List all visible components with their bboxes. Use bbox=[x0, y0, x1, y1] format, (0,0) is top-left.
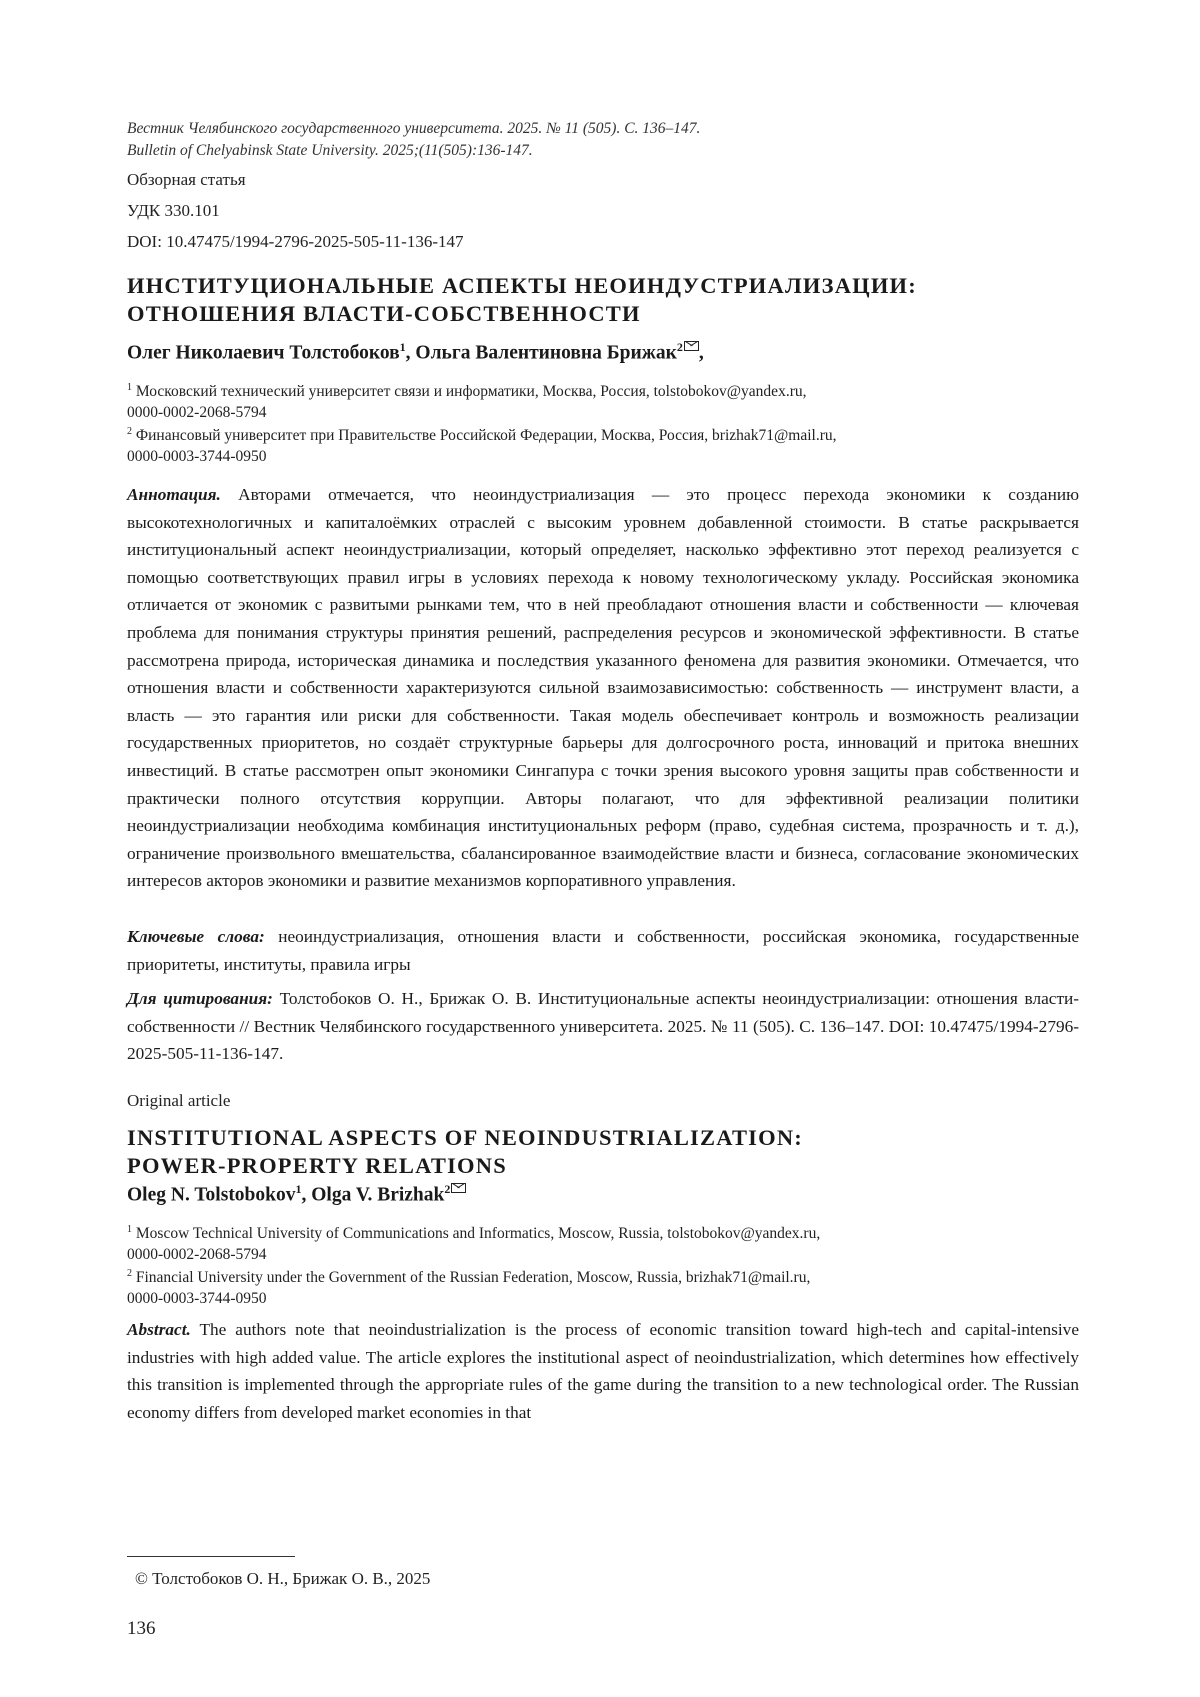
authors-ru bbox=[127, 340, 704, 365]
affiliation-1-ru bbox=[127, 377, 806, 423]
citation-ru-label: Для цитирования: bbox=[127, 989, 273, 1008]
affiliation-1-en bbox=[127, 1219, 820, 1265]
author-1-sup: 1 bbox=[399, 340, 406, 354]
affiliation-2-sup-en: 2 bbox=[127, 1268, 132, 1279]
author-1-name: Олег Николаевич Толстобоков bbox=[127, 342, 400, 364]
affiliation-1-orcid[interactable]: 0000-0002-2068-5794 bbox=[127, 404, 267, 422]
title-ru-line1: ИНСТИТУЦИОНАЛЬНЫЕ АСПЕКТЫ НЕОИНДУСТРИАЛИЗАЦИИ: bbox=[127, 273, 917, 298]
authors-trail: , bbox=[698, 342, 704, 364]
journal-citation-en: Bulletin of Chelyabinsk State University. 2025;(11(505):136-147. bbox=[127, 142, 533, 159]
citation-ru-text: Толстобоков О. Н., Брижак О. В. Институциональные аспекты неоиндустриализации: отношения власти-собственности // Вестник Челябинского государственного университета. 2025. № 11 (505). С. 136–147. DOI: 10.47475/1994-2796-2025-505-11-136-147. bbox=[127, 989, 1080, 1064]
author-separator-en: , bbox=[301, 1184, 312, 1206]
journal-header bbox=[127, 118, 700, 162]
envelope-icon-en[interactable] bbox=[451, 1183, 466, 1193]
affiliation-2-text: Финансовый университет при Правительстве Российской Федерации, Москва, Россия, brizhak71@mail.ru, bbox=[132, 427, 837, 445]
author-2-sup: 2 bbox=[676, 340, 683, 354]
keywords-ru-label: Ключевые слова: bbox=[127, 927, 265, 946]
copyright-note: © Толстобоков О. Н., Брижак О. В., 2025 bbox=[135, 1569, 431, 1588]
keywords-ru-text: неоиндустриализация, отношения власти и собственности, российская экономика, государственные приоритеты, институты, правила игры bbox=[127, 927, 1079, 974]
udc-code: УДК 330.101 bbox=[127, 201, 220, 220]
abstract-en-label: Abstract. bbox=[127, 1320, 191, 1339]
affiliation-1-text-en: Moscow Technical University of Communications and Informatics, Moscow, Russia, tolstobokov@yandex.ru, bbox=[132, 1225, 821, 1243]
abstract-en bbox=[127, 1316, 1079, 1426]
title-ru bbox=[127, 272, 917, 328]
author-2-name: Ольга Валентиновна Брижак bbox=[415, 342, 677, 364]
affiliation-2-ru bbox=[127, 421, 837, 467]
affiliation-1-text: Московский технический университет связи и информатики, Москва, Россия, tolstobokov@yandex.ru, bbox=[132, 383, 807, 401]
title-en-line1: INSTITUTIONAL ASPECTS OF NEOINDUSTRIALIZATION: bbox=[127, 1125, 803, 1150]
abstract-ru bbox=[127, 481, 1079, 895]
author-1-sup-en: 1 bbox=[295, 1182, 302, 1196]
author-separator: , bbox=[405, 342, 416, 364]
journal-citation-ru: Вестник Челябинского государственного университета. 2025. № 11 (505). С. 136–147. bbox=[127, 120, 701, 137]
affiliation-1-sup: 1 bbox=[127, 382, 132, 393]
abstract-ru-label: Аннотация. bbox=[127, 485, 221, 504]
abstract-ru-text: Авторами отмечается, что неоиндустриализация — это процесс перехода экономики к созданию высокотехнологичных и капиталоёмких отраслей с высоким уровнем добавленной стоимости. В статье раскрывается институциональный аспект неоиндустриализации, который определяет, насколько эффективно этот переход реализуется с помощью соответствующих правил игры в условиях перехода к новому технологическому укладу. Российская экономика отличается от экономик с развитыми рынками тем, что в ней преобладают отношения власти и собственности — ключевая проблема для понимания структуры принятия решений, распределения ресурсов и экономической эффективности. В статье рассмотрена природа, историческая динамика и последствия указанного феномена для развития экономики. Отмечается, что отношения власти и собственности характеризуются сильной взаимозависимостью: собственность — инструмент власти, а власть — это гарантия или риски для собственности. Такая модель обеспечивает контроль и возможность реализации государственных приоритетов, но создаёт структурные барьеры для долгосрочного роста, инноваций и притока внешних инвестиций. В статье рассмотрен опыт экономики Сингапура с точки зрения высокого уровня защиты прав собственности и практически полного отсутствия коррупции. Авторы полагают, что для эффективной реализации политики неоиндустриализации необходима комбинация институциональных реформ (право, судебная система, прозрачность и т. д.), ограничение произвольного вмешательства, сбалансированное взаимодействие власти и бизнеса, согласование экономических интересов акторов экономики и развитие механизмов корпоративного управления. bbox=[127, 485, 1079, 891]
footnote-divider bbox=[127, 1556, 295, 1557]
page-number: 136 bbox=[127, 1618, 156, 1639]
affiliation-1-sup-en: 1 bbox=[127, 1224, 132, 1235]
article-type-en: Original article bbox=[127, 1091, 231, 1110]
affiliation-2-sup: 2 bbox=[127, 426, 132, 437]
keywords-ru bbox=[127, 923, 1079, 978]
affiliation-2-orcid-en[interactable]: 0000-0003-3744-0950 bbox=[127, 1290, 267, 1308]
affiliation-2-orcid[interactable]: 0000-0003-3744-0950 bbox=[127, 448, 267, 466]
affiliation-2-en bbox=[127, 1263, 810, 1309]
author-2-sup-en: 2 bbox=[444, 1182, 451, 1196]
citation-ru bbox=[127, 985, 1079, 1068]
title-en bbox=[127, 1124, 803, 1180]
author-2-name-en: Olga V. Brizhak bbox=[311, 1184, 445, 1206]
authors-en bbox=[127, 1182, 466, 1207]
affiliation-2-text-en: Financial University under the Government of the Russian Federation, Moscow, Russia, brizhak71@mail.ru, bbox=[132, 1269, 811, 1287]
affiliation-1-orcid-en[interactable]: 0000-0002-2068-5794 bbox=[127, 1246, 267, 1264]
doi[interactable]: DOI: 10.47475/1994-2796-2025-505-11-136-147 bbox=[127, 232, 464, 251]
article-type-ru: Обзорная статья bbox=[127, 170, 246, 189]
abstract-en-text: The authors note that neoindustrialization is the process of economic transition toward high-tech and capital-intensive industries with high added value. The article explores the institutional aspect of neoindustrialization, which determines how effectively this transition is implemented through the appropriate rules of the game during the transition to a new technological order. The Russian economy differs from developed market economies in that bbox=[127, 1320, 1079, 1422]
title-ru-line2: ОТНОШЕНИЯ ВЛАСТИ-СОБСТВЕННОСТИ bbox=[127, 301, 641, 326]
title-en-line2: POWER-PROPERTY RELATIONS bbox=[127, 1153, 507, 1178]
envelope-icon[interactable] bbox=[684, 341, 699, 351]
author-1-name-en: Oleg N. Tolstobokov bbox=[127, 1184, 296, 1206]
